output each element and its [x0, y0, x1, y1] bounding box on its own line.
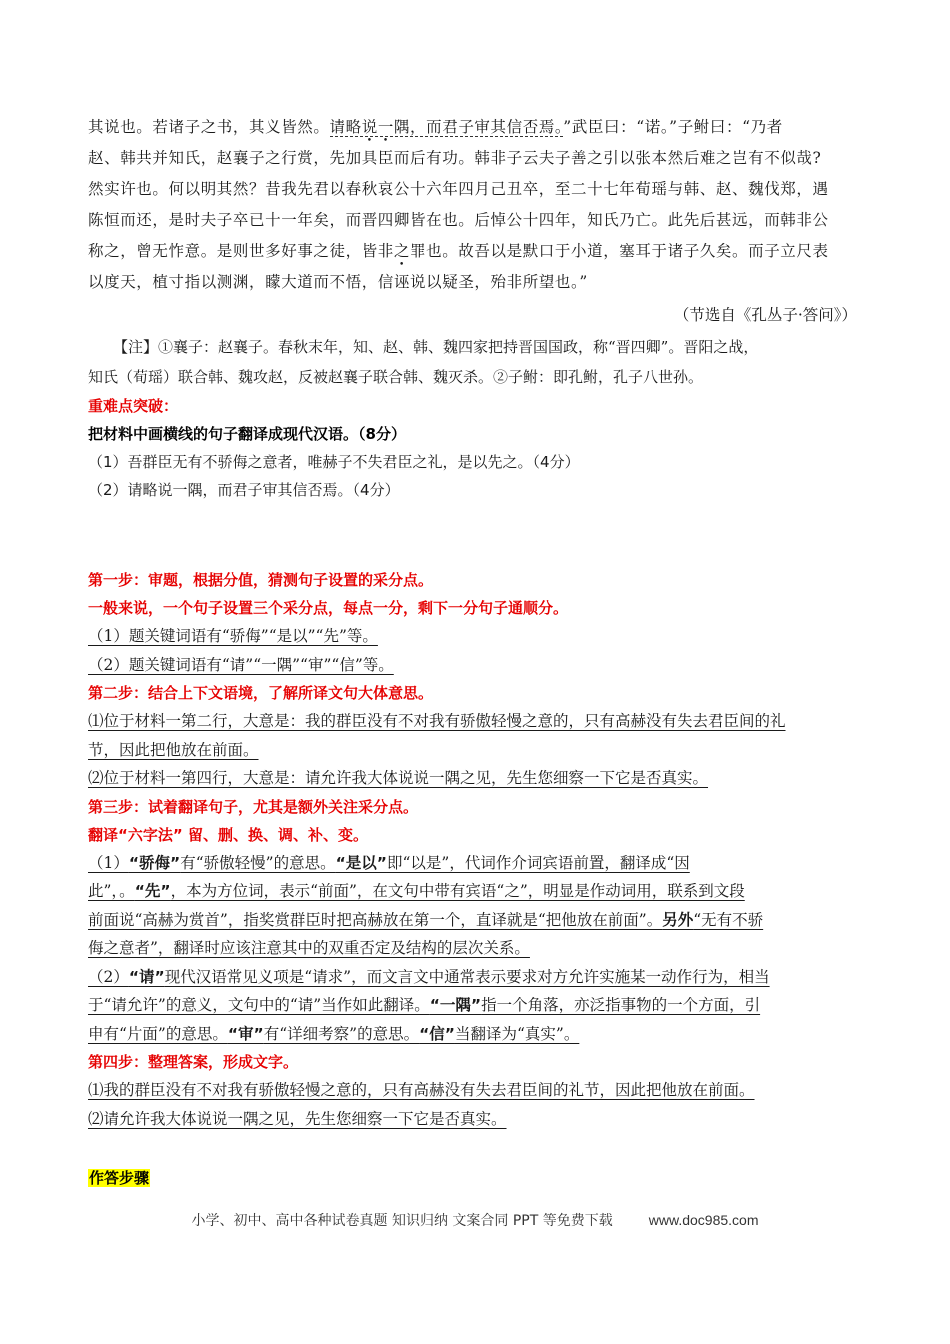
explanation-text: 指一个角落，亦泛指事物的一个方面，引	[481, 996, 761, 1014]
keyword-bold: “信”	[419, 1024, 455, 1043]
explanation-text: 有“详细考察”的意思。	[263, 1024, 420, 1043]
answer-steps-heading	[88, 1167, 863, 1188]
step1-subtitle: 一般来说，一个句子设置三个采分点，每点一分，剩下一分句子通顺分。	[88, 599, 569, 617]
explanation-text: 于“请允许”的意义，文句中的“请”当作如此翻译。	[88, 996, 430, 1014]
question-item: （1）吾群臣无有不骄侮之意者，唯赫子不失君臣之礼，是以先之。（4分）	[88, 453, 580, 471]
keyword-bold: “先”	[134, 882, 171, 900]
explanation-text: 侮之意者”，翻译时应该注意其中的双重否定及结构的层次关系。	[88, 939, 530, 957]
keyword-bold: “请”	[128, 967, 165, 986]
breakthrough-title: 重难点突破：	[88, 397, 179, 415]
step1-keywords-2: （2）题关键词语有“请”“一隅”“审”“信”等。	[88, 655, 394, 674]
explanation-1	[88, 849, 863, 878]
explanation-1	[88, 934, 863, 963]
classical-passage	[88, 112, 863, 298]
explanation-text: 此”，。	[88, 882, 135, 900]
explanation-text: 申有“片面”的意思。	[88, 1024, 228, 1043]
passage-text: 说以疑圣，殆非所望也。”	[410, 273, 588, 291]
explanation-text: “无有不骄	[693, 910, 764, 929]
passage-text: ”武臣曰：“诺。”子鲋曰：“乃者	[563, 118, 783, 136]
explanation-text: 当翻译为“真实”。	[454, 1024, 580, 1043]
footer-url[interactable]: www.doc985.com	[648, 1212, 759, 1228]
underlined-sentence: 请略说一隅，而君子审其信否焉。	[329, 118, 564, 136]
question-item: （2）请略说一隅，而君子审其信否焉。（4分）	[88, 481, 400, 499]
step1-title: 第一步：审题，根据分值，猜测句子设置的采分点。	[88, 571, 434, 589]
note-line: 知氏（荀瑶）联合韩、魏攻赵，反被赵襄子联合韩、魏灭杀。②子鲋：即孔鲋，孔子八世孙。	[88, 368, 704, 386]
keyword-bold: “审”	[227, 1024, 264, 1043]
step1-keywords-1: （1）题关键词语有“骄侮”“是以”“先”等。	[88, 627, 378, 645]
explanation-text: ，本为方位词，表示“前面”，在文句中带有宾语“之”，明显是作动词用，联系到文段	[170, 882, 745, 900]
note-line: 【注】①襄子：赵襄子。春秋末年，知、赵、韩、魏四家把持晋国国政，称“晋四卿”。晋阳之战，	[113, 338, 759, 356]
passage-line	[88, 143, 863, 174]
step2-title: 第二步：结合上下文语境，了解所译文句大体意思。	[88, 684, 434, 702]
dotted-character: 具	[361, 149, 378, 167]
passage-text: 赵、韩共并知氏，赵襄子之行赏，先加	[88, 149, 362, 167]
dotted-character: 臣	[377, 149, 394, 167]
step2-line	[88, 736, 863, 765]
annotation-note	[88, 332, 863, 392]
passage-line: 称之，曾无怍意。是则世多好事之徒，皆非之罪也。故吾以是默口于小道，塞耳于诸子久矣。而子立尺表	[88, 242, 829, 260]
explanation-text: （1）	[88, 853, 129, 872]
task-instruction: 把材料中画横线的句子翻译成现代汉语。（8分）	[88, 425, 406, 443]
step2-line	[88, 707, 863, 736]
passage-line	[88, 112, 863, 143]
explanation-text: （2）	[88, 967, 129, 986]
keyword-bold: “是以”	[335, 853, 387, 872]
explanation-text: 有“骄傲轻慢”的意思。	[180, 853, 336, 872]
final-answer	[88, 1076, 863, 1105]
step3-title: 第三步：试着翻译句子，尤其是额外关注采分点。	[88, 797, 419, 816]
page-footer	[0, 1210, 950, 1230]
explanation-1	[88, 906, 863, 935]
keyword-bold: “骄侮”	[128, 853, 181, 872]
explanation-text: 即“以是”，代词作介词宾语前置，翻译成“因	[386, 853, 690, 872]
step2-meaning-2: ⑵位于材料一第四行，大意是：请允许我大体说说一隅之见，先生您细察一下它是否真实。	[88, 769, 709, 787]
step1-line	[88, 622, 863, 651]
step3-subtitle: 翻译“六字法” 留、删、换、调、补、变。	[88, 825, 368, 844]
step2-line	[88, 764, 863, 793]
passage-line: 陈恒而还，是时夫子卒已十一年矣，而晋四卿皆在也。后悼公十四年，知氏乃亡。此先后甚远，而韩非公	[88, 211, 829, 229]
final-answer-1: ⑴我的群臣没有不对我有骄傲轻慢之意的，只有高赫没有失去君臣间的礼节，因此把他放在前面。	[88, 1081, 755, 1099]
explanation-2	[88, 991, 863, 1020]
final-answer	[88, 1105, 863, 1134]
passage-line	[88, 267, 863, 298]
passage-line: 然实许也。何以明其然？昔我先君以春秋哀公十六年四月己丑卒，至二十七年荀瑶与韩、赵、魏伐郑，遇	[88, 180, 829, 198]
explanation-text: 前面说“高赫为赏首”，指奖赏群臣时把高赫放在第一个，直译就是“把他放在前面”。	[88, 910, 663, 929]
passage-text: 以度天，植寸指以测渊，矇大道而不悟，信	[88, 273, 394, 291]
keyword-bold: “一隅”	[429, 996, 482, 1014]
step2-meaning-1-cont: 节，因此把他放在前面。	[88, 740, 259, 759]
step1-line	[88, 651, 863, 680]
answer-steps-label: 作答步骤	[89, 1169, 150, 1187]
source-citation: （节选自《孔丛子·答问》）	[673, 306, 857, 324]
explanation-text: 现代汉语常见义项是“请求”，而文言文中通常表示要求对方允许实施某一动作行为，相当	[164, 967, 770, 986]
document-page	[88, 112, 863, 1188]
passage-text: 而后有功。韩非子云夫子善之引以张本然后难之岂有不似哉?	[393, 149, 822, 167]
step2-meaning-1: ⑴位于材料一第二行，大意是：我的群臣没有不对我有骄傲轻慢之意的，只有高赫没有失去君臣间的礼	[88, 712, 786, 730]
footer-text: 小学、初中、高中各种试卷真题 知识归纳 文案合同 PPT 等免费下载	[191, 1213, 613, 1229]
explanation-2	[88, 1020, 863, 1049]
final-answer-2: ⑵请允许我大体说说一隅之见，先生您细察一下它是否真实。	[88, 1109, 507, 1128]
step4-title: 第四步：整理答案，形成文字。	[88, 1053, 299, 1071]
dotted-character: 诬	[393, 273, 411, 291]
explanation-2	[88, 963, 863, 992]
keyword-bold: 另外	[662, 910, 694, 929]
explanation-1	[88, 877, 863, 906]
passage-text: 其说也。若诸子之书，其义皆然。	[88, 118, 330, 136]
